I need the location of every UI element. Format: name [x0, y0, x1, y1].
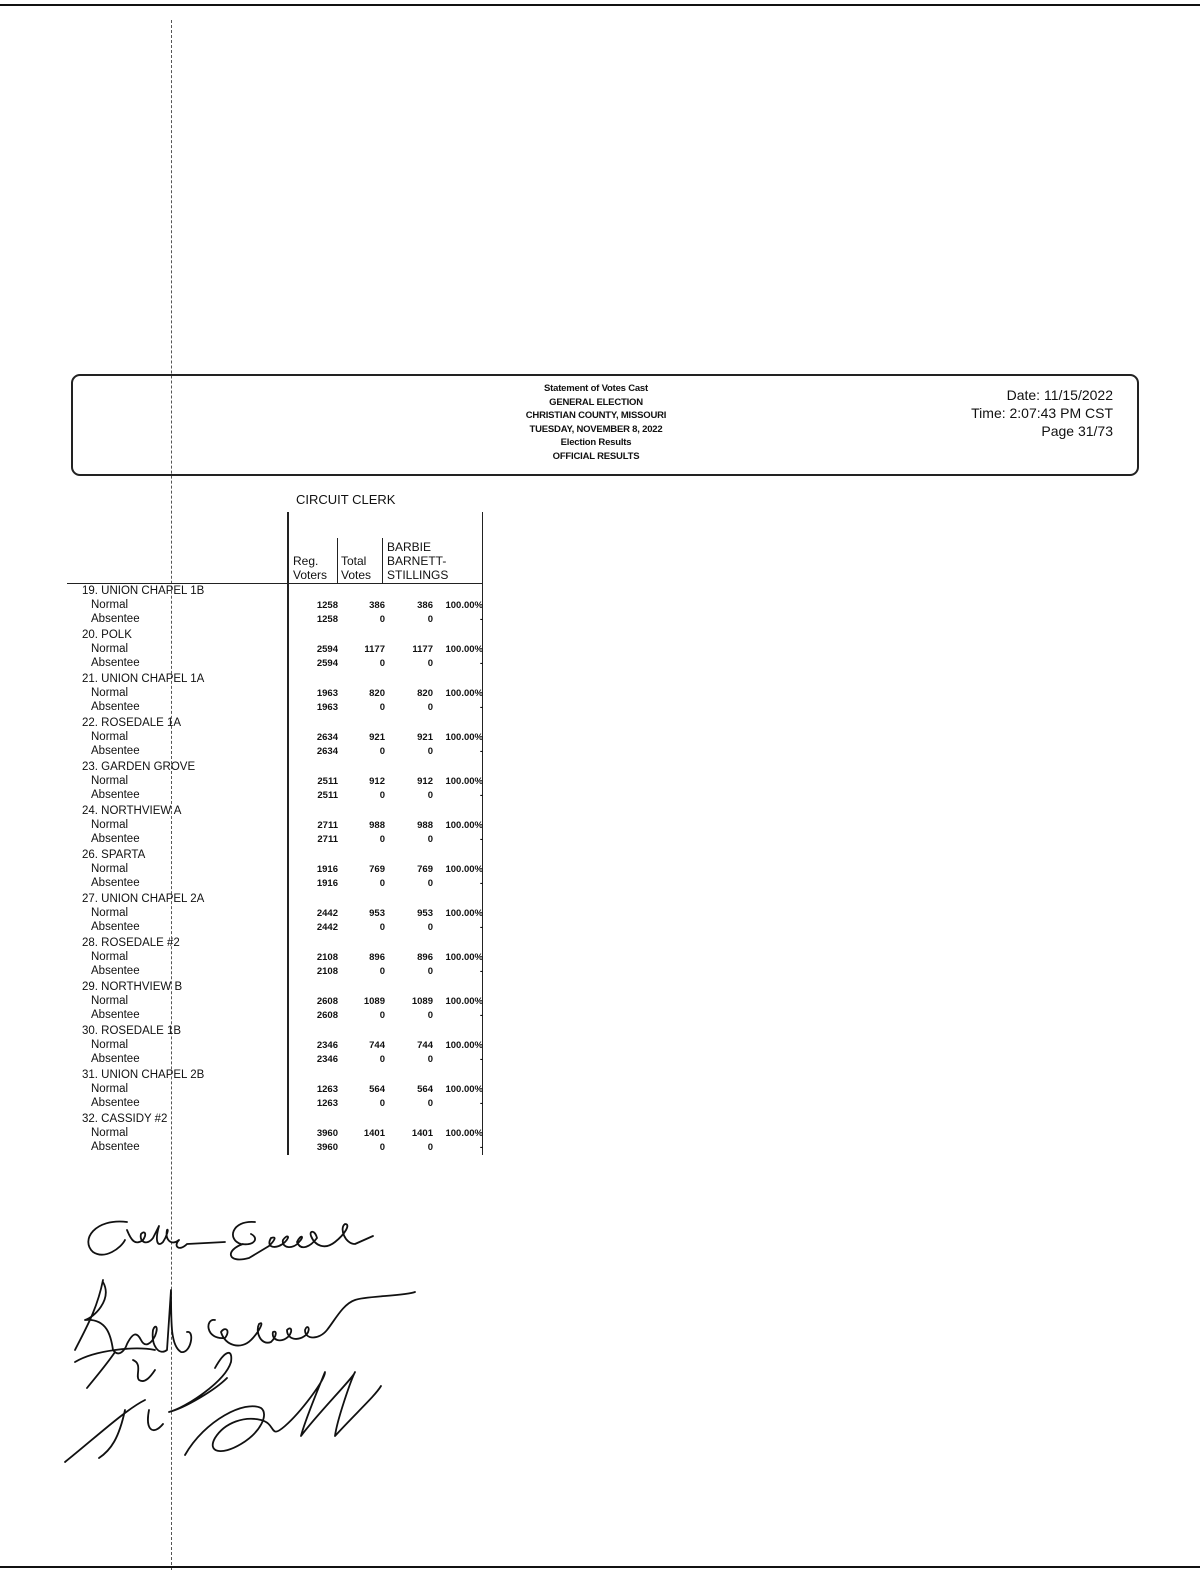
bottom-border-rule	[0, 1566, 1200, 1568]
reg-voters-cell: 2511	[317, 790, 338, 801]
precinct-name: 24. NORTHVIEW A	[82, 805, 182, 817]
table-row	[0, 877, 490, 891]
candidate-votes-cell: 1177	[412, 644, 433, 655]
table-row	[0, 643, 490, 657]
candidate-votes-cell: 0	[427, 1098, 433, 1109]
reg-voters-cell: 1258	[316, 614, 338, 625]
candidate-percent-cell: -	[479, 614, 483, 625]
candidate-percent-cell: 100.00%	[445, 820, 483, 831]
reg-voters-cell: 1916	[316, 864, 338, 875]
table-row	[0, 701, 490, 715]
election-date: TUESDAY, NOVEMBER 8, 2022	[529, 423, 663, 435]
column-divider	[337, 538, 338, 584]
reg-voters-cell: 1963	[316, 688, 338, 699]
candidate-votes-cell: 1089	[411, 996, 433, 1007]
reg-voters-cell: 2711	[317, 834, 338, 845]
table-row	[0, 995, 490, 1009]
total-votes-cell: 912	[369, 776, 385, 787]
table-row	[0, 981, 490, 995]
table-row	[0, 613, 490, 627]
reg-voters-cell: 2346	[316, 1054, 338, 1065]
vote-type-label: Absentee	[91, 1141, 140, 1153]
total-votes-cell: 0	[379, 1142, 385, 1153]
reg-voters-cell: 2594	[316, 658, 338, 669]
vote-type-label: Normal	[91, 687, 129, 699]
election-name: GENERAL ELECTION	[549, 396, 643, 408]
reg-voters-cell: 1258	[316, 600, 338, 611]
total-votes-cell: 921	[369, 732, 385, 743]
vote-type-label: Absentee	[91, 1009, 140, 1021]
table-row	[0, 731, 490, 745]
reg-voters-cell: 2108	[316, 966, 338, 977]
total-votes-cell: 0	[379, 746, 385, 757]
table-row	[0, 657, 490, 671]
vote-type-label: Absentee	[91, 877, 140, 889]
reg-voters-cell: 1263	[316, 1098, 338, 1109]
table-row	[0, 1127, 490, 1141]
total-votes-cell: 0	[379, 1098, 385, 1109]
report-type: Election Results	[560, 437, 632, 449]
candidate-percent-cell: 100.00%	[445, 1040, 483, 1051]
total-votes-cell: 769	[369, 864, 385, 875]
precinct-name: 28. ROSEDALE #2	[82, 937, 180, 949]
candidate-votes-cell: 0	[427, 746, 433, 757]
total-votes-cell: 1089	[363, 996, 385, 1007]
table-row	[0, 745, 490, 759]
candidate-percent-cell: 100.00%	[445, 864, 483, 875]
table-row	[0, 717, 490, 731]
table-row	[0, 921, 490, 935]
total-votes-cell: 0	[379, 834, 385, 845]
reg-voters-cell: 2108	[316, 952, 338, 963]
candidate-votes-cell: 0	[427, 966, 433, 977]
table-row	[0, 1009, 490, 1023]
precinct-name: 20. POLK	[82, 629, 132, 641]
vote-type-label: Normal	[91, 1083, 129, 1095]
vote-type-label: Normal	[91, 1039, 129, 1051]
table-row	[0, 585, 490, 599]
table-row	[0, 907, 490, 921]
reg-voters-cell: 2634	[316, 746, 338, 757]
table-row	[0, 761, 490, 775]
reg-voters-cell: 3960	[316, 1128, 338, 1139]
table-row	[0, 1053, 490, 1067]
total-votes-cell: 0	[379, 1010, 385, 1021]
candidate-votes-cell: 0	[427, 878, 433, 889]
vote-type-label: Absentee	[91, 745, 140, 757]
reg-voters-cell: 2634	[316, 732, 338, 743]
candidate-percent-cell: 100.00%	[445, 1128, 483, 1139]
race-title: CIRCUIT CLERK	[296, 492, 396, 507]
table-row	[0, 937, 490, 951]
candidate-percent-cell: 100.00%	[445, 952, 483, 963]
total-votes-cell: 0	[379, 658, 385, 669]
col-header-reg-voters: Reg. Voters	[293, 554, 328, 582]
candidate-votes-cell: 0	[427, 922, 433, 933]
vote-type-label: Normal	[91, 951, 129, 963]
reg-voters-cell: 2442	[316, 908, 338, 919]
reg-voters-cell: 2608	[316, 996, 338, 1007]
precinct-name: 32. CASSIDY #2	[82, 1113, 168, 1125]
candidate-votes-cell: 0	[427, 702, 433, 713]
table-row	[0, 893, 490, 907]
total-votes-cell: 953	[369, 908, 385, 919]
results-status: OFFICIAL RESULTS	[552, 450, 640, 462]
table-row	[0, 819, 490, 833]
candidate-votes-cell: 912	[417, 776, 433, 787]
precinct-name: 26. SPARTA	[82, 849, 146, 861]
total-votes-cell: 564	[369, 1084, 385, 1095]
table-row	[0, 1025, 490, 1039]
candidate-votes-cell: 0	[427, 790, 433, 801]
candidate-percent-cell: -	[479, 966, 483, 977]
table-row	[0, 775, 490, 789]
table-row	[0, 1039, 490, 1053]
table-row	[0, 1083, 490, 1097]
table-row	[0, 863, 490, 877]
reg-voters-cell: 2511	[317, 776, 338, 787]
precinct-name: 23. GARDEN GROVE	[82, 761, 196, 773]
precinct-name: 27. UNION CHAPEL 2A	[82, 893, 205, 905]
total-votes-cell: 820	[369, 688, 385, 699]
vote-type-label: Normal	[91, 995, 129, 1007]
table-row	[0, 951, 490, 965]
total-votes-cell: 0	[379, 614, 385, 625]
vote-type-label: Normal	[91, 907, 129, 919]
total-votes-cell: 0	[379, 1054, 385, 1065]
candidate-votes-cell: 820	[417, 688, 433, 699]
precinct-name: 22. ROSEDALE 1A	[82, 717, 182, 729]
candidate-percent-cell: -	[479, 922, 483, 933]
col-header-total-votes: Total Votes	[341, 554, 372, 582]
precinct-name: 29. NORTHVIEW B	[82, 981, 183, 993]
table-row	[0, 1113, 490, 1127]
candidate-percent-cell: 100.00%	[445, 776, 483, 787]
reg-voters-cell: 2442	[316, 922, 338, 933]
candidate-votes-cell: 988	[417, 820, 433, 831]
table-row	[0, 629, 490, 643]
vote-type-label: Normal	[91, 863, 129, 875]
vote-type-label: Absentee	[91, 1097, 140, 1109]
vote-type-label: Absentee	[91, 657, 140, 669]
candidate-percent-cell: 100.00%	[445, 908, 483, 919]
reg-voters-cell: 2346	[316, 1040, 338, 1051]
report-meta	[971, 386, 1113, 440]
candidate-votes-cell: 0	[427, 1142, 433, 1153]
jurisdiction: CHRISTIAN COUNTY, MISSOURI	[525, 410, 667, 422]
precinct-name: 21. UNION CHAPEL 1A	[82, 673, 205, 685]
total-votes-cell: 896	[369, 952, 385, 963]
reg-voters-cell: 1263	[316, 1084, 338, 1095]
candidate-percent-cell: -	[479, 658, 483, 669]
report-title: Statement of Votes Cast	[544, 383, 648, 394]
total-votes-cell: 0	[379, 966, 385, 977]
candidate-percent-cell: 100.00%	[445, 600, 483, 611]
candidate-votes-cell: 953	[417, 908, 433, 919]
candidate-percent-cell: -	[479, 702, 483, 713]
candidate-votes-cell: 0	[427, 1010, 433, 1021]
table-row	[0, 687, 490, 701]
vote-type-label: Normal	[91, 731, 129, 743]
candidate-votes-cell: 744	[417, 1040, 433, 1051]
candidate-percent-cell: 100.00%	[445, 996, 483, 1007]
candidate-votes-cell: 0	[427, 834, 433, 845]
candidate-votes-cell: 921	[417, 732, 433, 743]
vote-type-label: Normal	[91, 1127, 129, 1139]
vote-type-label: Normal	[91, 599, 129, 611]
candidate-votes-cell: 564	[417, 1084, 433, 1095]
table-row	[0, 1097, 490, 1111]
candidate-percent-cell: -	[479, 746, 483, 757]
table-row	[0, 849, 490, 863]
table-row	[0, 673, 490, 687]
candidate-percent-cell: -	[479, 1010, 483, 1021]
total-votes-cell: 1177	[364, 644, 385, 655]
reg-voters-cell: 2711	[317, 820, 338, 831]
total-votes-cell: 744	[369, 1040, 385, 1051]
table-row	[0, 1069, 490, 1083]
total-votes-cell: 988	[369, 820, 385, 831]
total-votes-cell: 386	[369, 600, 385, 611]
total-votes-cell: 0	[379, 790, 385, 801]
vote-type-label: Absentee	[91, 833, 140, 845]
total-votes-cell: 0	[379, 922, 385, 933]
precinct-name: 31. UNION CHAPEL 2B	[82, 1069, 205, 1081]
candidate-percent-cell: -	[479, 834, 483, 845]
vote-type-label: Absentee	[91, 701, 140, 713]
candidate-votes-cell: 0	[427, 614, 433, 625]
reg-voters-cell: 2594	[316, 644, 338, 655]
candidate-votes-cell: 1401	[411, 1128, 433, 1139]
candidate-votes-cell: 386	[417, 600, 433, 611]
candidate-percent-cell: -	[479, 1098, 483, 1109]
reg-voters-cell: 2608	[316, 1010, 338, 1021]
reg-voters-cell: 3960	[316, 1142, 338, 1153]
candidate-votes-cell: 769	[417, 864, 433, 875]
table-row	[0, 789, 490, 803]
table-header-rule	[67, 583, 483, 584]
candidate-percent-cell: -	[479, 1054, 483, 1065]
vote-type-label: Normal	[91, 819, 129, 831]
vote-type-label: Absentee	[91, 965, 140, 977]
precinct-name: 30. ROSEDALE 1B	[82, 1025, 182, 1037]
vote-type-label: Absentee	[91, 613, 140, 625]
top-border-rule	[0, 4, 1200, 6]
report-header-box	[71, 374, 1139, 476]
candidate-percent-cell: 100.00%	[445, 732, 483, 743]
candidate-votes-cell: 0	[427, 658, 433, 669]
table-row	[0, 965, 490, 979]
candidate-votes-cell: 896	[417, 952, 433, 963]
vote-type-label: Absentee	[91, 921, 140, 933]
candidate-percent-cell: -	[479, 790, 483, 801]
vote-type-label: Absentee	[91, 789, 140, 801]
report-time: Time: 2:07:43 PM CST	[971, 405, 1113, 421]
total-votes-cell: 0	[379, 702, 385, 713]
table-row	[0, 805, 490, 819]
vote-type-label: Normal	[91, 775, 129, 787]
column-divider	[382, 538, 383, 584]
precinct-name: 19. UNION CHAPEL 1B	[82, 585, 205, 597]
table-row	[0, 599, 490, 613]
candidate-percent-cell: -	[479, 1142, 483, 1153]
candidate-percent-cell: 100.00%	[445, 644, 483, 655]
table-row	[0, 1141, 490, 1155]
vote-type-label: Normal	[91, 643, 129, 655]
vote-type-label: Absentee	[91, 1053, 140, 1065]
candidate-percent-cell: 100.00%	[445, 688, 483, 699]
reg-voters-cell: 1963	[316, 702, 338, 713]
reg-voters-cell: 1916	[316, 878, 338, 889]
report-date: Date: 11/15/2022	[1006, 387, 1113, 403]
report-header-title-block	[468, 382, 724, 464]
candidate-votes-cell: 0	[427, 1054, 433, 1065]
total-votes-cell: 0	[379, 878, 385, 889]
candidate-percent-cell: 100.00%	[445, 1084, 483, 1095]
candidate-percent-cell: -	[479, 878, 483, 889]
table-row	[0, 833, 490, 847]
official-signatures	[55, 1200, 425, 1470]
col-header-candidate: BARBIE BARNETT- STILLINGS	[387, 540, 449, 582]
total-votes-cell: 1401	[363, 1128, 385, 1139]
page-number: Page 31/73	[1041, 423, 1113, 439]
